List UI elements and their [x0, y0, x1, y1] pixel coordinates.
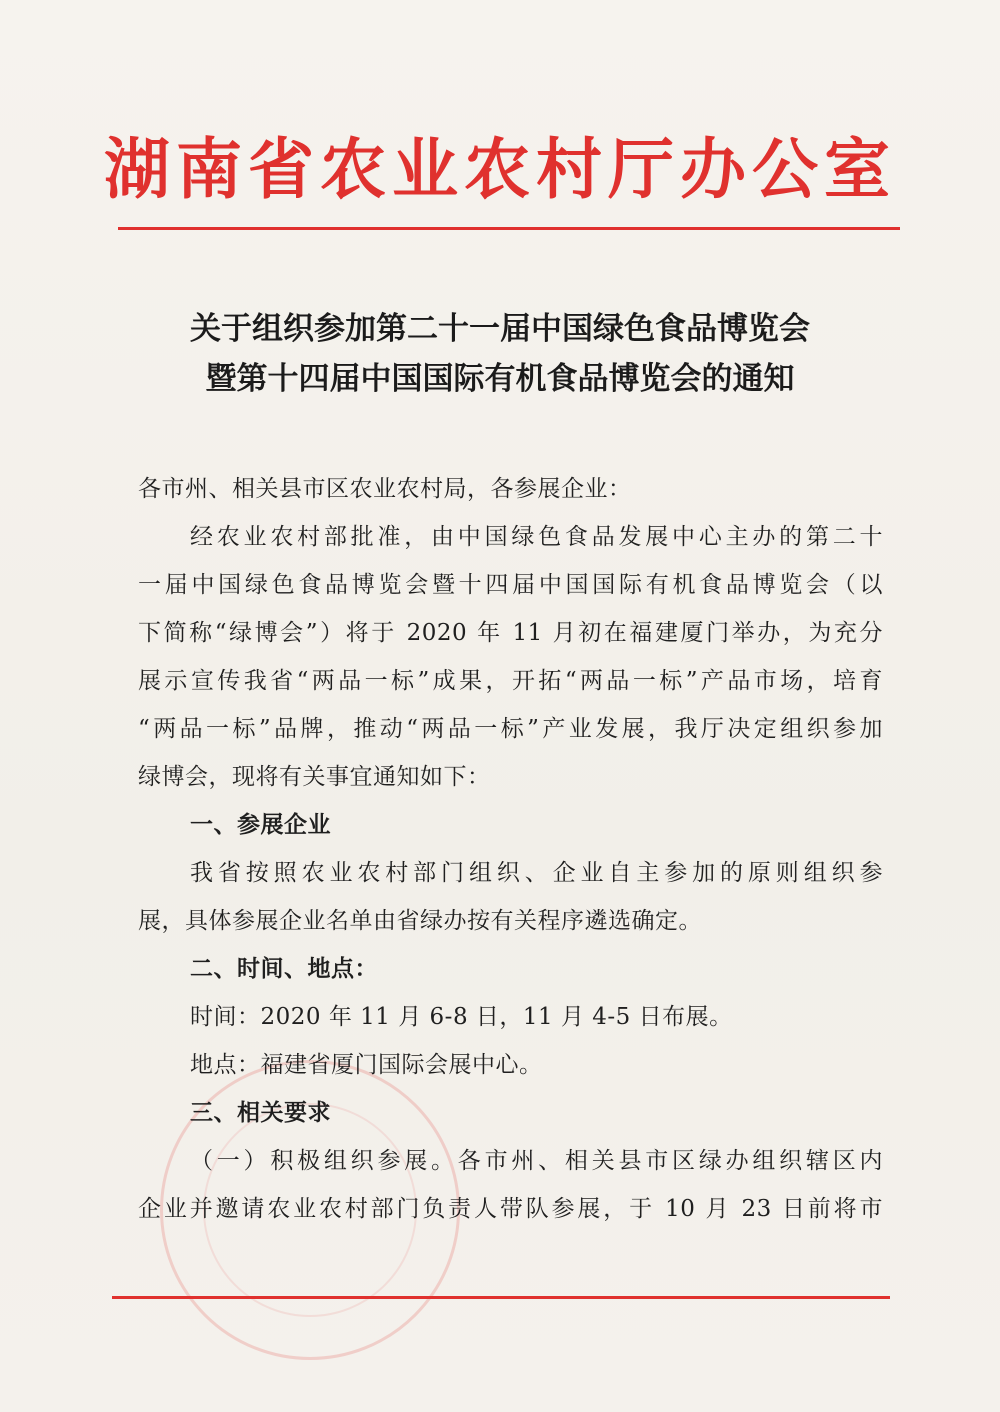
notice-body [138, 465, 883, 1233]
section-3-line: 企业并邀请农业农村部门负责人带队参展，于 10 月 23 日前将市 [138, 1196, 883, 1222]
section-2-place: 地点：福建省厦门国际会展中心。 [190, 1052, 543, 1078]
section-1-line: 我省按照农业农村部门组织、企业自主参加的原则组织参 [190, 860, 883, 886]
footer-red-rule [112, 1296, 890, 1299]
notice-title [0, 304, 1000, 404]
section-2-time: 时间：2020 年 11 月 6-8 日，11 月 4-5 日布展。 [190, 1004, 733, 1030]
masthead-red-rule [118, 227, 900, 230]
section-3-line: （一）积极组织参展。各市州、相关县市区绿办组织辖区内 [190, 1148, 883, 1174]
section-1-heading: 一、参展企业 [190, 812, 331, 838]
salutation: 各市州、相关县市区农业农村局，各参展企业： [138, 476, 632, 502]
intro-line: 展示宣传我省“两品一标”成果，开拓“两品一标”产品市场，培育 [138, 668, 883, 694]
section-2-heading: 二、时间、地点： [190, 956, 378, 982]
masthead-title: 湖南省农业农村厅办公室 [104, 131, 896, 208]
intro-line: 绿博会，现将有关事宜通知如下： [138, 764, 491, 790]
section-1-line: 展，具体参展企业名单由省绿办按有关程序遴选确定。 [138, 908, 702, 934]
intro-line: “两品一标”品牌，推动“两品一标”产业发展，我厅决定组织参加 [138, 716, 883, 742]
intro-line: 经农业农村部批准，由中国绿色食品发展中心主办的第二十 [190, 524, 883, 550]
notice-title-line-2: 暨第十四届中国国际有机食品博览会的通知 [205, 361, 795, 397]
section-3-heading: 三、相关要求 [190, 1100, 331, 1126]
notice-title-line-1: 关于组织参加第二十一届中国绿色食品博览会 [190, 311, 810, 347]
intro-line: 一届中国绿色食品博览会暨十四届中国国际有机食品博览会（以 [138, 572, 883, 598]
intro-line: 下简称“绿博会”）将于 2020 年 11 月初在福建厦门举办，为充分 [138, 620, 883, 646]
